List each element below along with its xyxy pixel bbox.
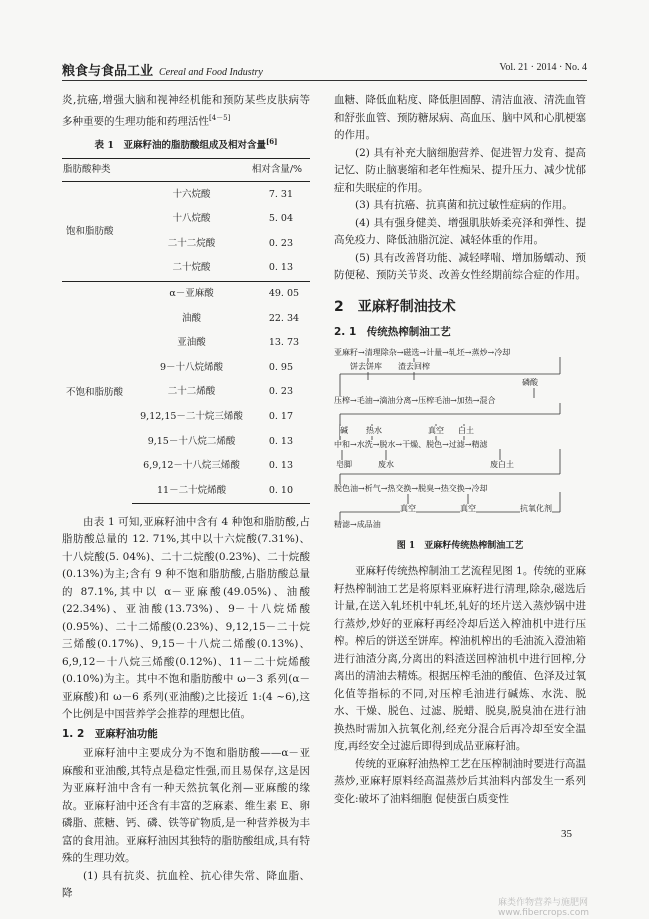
running-header	[62, 58, 587, 81]
table-group-label: 不饱和脂肪酸	[66, 386, 124, 398]
table-cell-value: 0. 23	[268, 237, 294, 249]
flow-line-3: 中和→水洗→脱水→干燥、脱色→过滤→精滤	[334, 439, 488, 449]
table-header-type: 脂肪酸种类	[62, 159, 251, 182]
flow-cake-storage: 饼去饼库	[350, 361, 382, 371]
left-column	[62, 92, 310, 903]
table-row	[62, 182, 310, 207]
table-cell-value: 0. 23	[268, 386, 294, 398]
volume-info: Vol. 21 · 2014 · No. 4	[499, 62, 587, 73]
table-cell-acid: 油酸	[182, 312, 202, 324]
table-header-content: 相对含量/%	[251, 159, 310, 182]
journal-name: 粮食与食品工业 Cereal and Food Industry	[62, 64, 263, 79]
table-cell-acid: 二十二烷酸	[167, 237, 216, 249]
table-cell-value: 0. 13	[251, 256, 310, 281]
process-flow-diagram	[334, 346, 586, 532]
flow-soapstock: 皂脚	[336, 459, 352, 469]
paragraph: 血糖、降低血粘度、降低胆固醇、清洁血液、清洗血管和舒张血管、预防糖尿病、高血压、脑中风和心肌梗塞的作用。	[334, 94, 586, 141]
flow-line-1: 亚麻籽→清理除杂→磁选→计量→轧坯→蒸炒→冷却	[334, 347, 511, 357]
paragraph: (2) 具有补充大脑细胞营养、促进智力发育、提高记忆、防止脑裹缩和老年性痴呆、提升压力、减少忧郁症和失眠症的作用。	[334, 146, 586, 194]
section-heading: 2 亚麻籽制油技术	[334, 298, 456, 315]
paragraph: 炎,抗癌,增强大脑和视神经机能和预防某些皮肤病等多种重要的生理功能和药理活性[4－5]	[62, 94, 310, 127]
flow-waste-water: 废水	[378, 459, 394, 469]
table-cell-acid: 十六烷酸	[172, 188, 211, 200]
flow-hot-water: 热水	[366, 425, 382, 435]
table-cell-value: 0. 13	[268, 460, 294, 472]
table-cell-value: 49. 05	[268, 288, 300, 300]
table-cell-acid: α－亚麻酸	[169, 288, 214, 300]
table-caption: 表 1 亚麻籽油的脂肪酸组成及相对含量[6]	[94, 136, 278, 151]
subsection-heading: 2. 1 传统热榨制油工艺	[334, 326, 451, 338]
table-cell-acid: 9－十八烷烯酸	[160, 361, 224, 373]
page-number: 35	[561, 828, 572, 840]
flow-residue-return: 渣去回榨	[398, 361, 430, 371]
flow-vacuum-3: 真空	[460, 503, 476, 513]
fatty-acid-table	[62, 158, 310, 504]
table-cell-value: 7. 31	[268, 188, 294, 200]
flow-spent-clay: 废白土	[490, 459, 514, 469]
paragraph: (1) 具有抗炎、抗血栓、抗心律失常、降血脂、降	[62, 869, 310, 900]
table-cell-value: 22. 34	[268, 312, 300, 324]
table-cell-acid: 6,9,12－十八烷三烯酸	[143, 460, 240, 472]
table-cell-acid: 9,15－十八烷二烯酸	[147, 435, 236, 447]
table-cell-acid: 二十二烯酸	[167, 386, 216, 398]
flow-vacuum-2: 真空	[400, 503, 416, 513]
table-cell-value: 0. 13	[268, 435, 294, 447]
watermark: 麻类作物营养与施肥网 www.fibercrops.com	[498, 898, 589, 918]
flow-antioxidant: 抗氧化剂	[520, 503, 552, 513]
flow-line-4: 脱色油→析气→热交换→脱臭→热交换→冷却	[334, 483, 488, 493]
table-cell-value: 5. 04	[268, 213, 294, 225]
table-cell-acid: 亚油酸	[177, 337, 206, 349]
table-cell-value: 0. 10	[251, 478, 310, 503]
flow-vacuum: 真空	[428, 425, 444, 435]
flow-phosphoric-acid: 磷酸	[522, 377, 538, 387]
table-cell-acid: 11－二十烷烯酸	[132, 478, 251, 503]
paragraph: (3) 具有抗癌、抗真菌和抗过敏性症病的作用。	[355, 199, 573, 211]
table-cell-acid: 二十烷酸	[132, 256, 251, 281]
right-column	[334, 92, 586, 808]
table-cell-value: 0. 95	[268, 361, 294, 373]
table-group-label: 饱和脂肪酸	[62, 182, 132, 281]
paragraph: 亚麻籽传统热榨制油工艺流程见图 1。传统的亚麻籽热榨制油工艺是将原料亚麻籽进行清理,除杂,磁选后计量,在送入轧坯机中轧坯,轧好的坯片送入蒸炒锅中进行蒸炒,炒好的亚麻籽再经冷却后送入榨油机中进行压榨。榨后的饼送至饼库。榨油机榨出的毛油流入澄油箱进行油渣分离,分离出的料渣送回榨油机中进行回榨,分离出的清油去精炼。根据压榨毛油的酸值、色泽及过氧化值等指标的不同,对压榨毛油进行碱炼、水洗、脱水、干燥、脱色、过滤、脱蜡、脱臭,脱臭油在进行油换热时需加入抗氧化剂,经充分混合后再冷却至安全温度,再经安全过滤后即得到成品亚麻籽油。	[334, 565, 586, 752]
section-heading: 1. 2 亚麻籽油功能	[62, 727, 158, 740]
flow-line-5: 精滤→成品油	[334, 519, 381, 529]
paragraph: 由表 1 可知,亚麻籽油中含有 4 种饱和脂肪酸,占脂肪酸总量的 12. 71%,其中以十六烷酸(7.31%)、十八烷酸(5. 04%)、二十二烷酸(0.23%)、二十烷酸(0.13%)为主;含有 9 种不饱和脂肪酸,占脂肪酸总量的 87.1%,其中以 α－亚麻酸(49.05%)、油酸(22.34%)、亚油酸(13.73%)、9－十八烷烯酸(0.95%)、二十二烯酸(0.23%)、9,12,15－二十烷三烯酸(0.17%)、9,15－十八烷二烯酸(0.13%)、6,9,12－十八烷三烯酸(0.12%)、11－二十烷烯酸(0.10%)为主。其中不饱和脂肪酸中 ω－3 系列(α－亚麻酸)和 ω－6 系列(亚油酸)之比接近 1:(4 ~6),这个比例是中国营养学会推荐的理想比值。	[62, 515, 310, 721]
table-cell-value: 13. 73	[268, 337, 300, 349]
table-cell-acid: 9,12,15－二十烷三烯酸	[140, 411, 243, 423]
flow-line-2: 压榨→毛油→滴油分离→压榨毛油→加热→混合	[334, 395, 496, 405]
paragraph: (5) 具有改善肾功能、减轻哮喘、增加肠蠕动、预防便秘、预防关节炎、改善女性经期前综合症的作用。	[334, 251, 586, 281]
paragraph: (4) 具有强身健美、增强肌肤娇柔亮泽和弹性、提高免疫力、降低油脂沉淀、减轻体重的作用。	[334, 216, 586, 246]
table-cell-value: 0. 17	[268, 411, 294, 423]
flow-alkali: 碱	[340, 425, 348, 435]
paragraph: 亚麻籽油中主要成分为不饱和脂肪酸——α－亚麻酸和亚油酸,其特点是稳定性强,而且易保存,这是因为亚麻籽油中含有一种天然抗氧化剂—亚麻酸的缘故。亚麻籽油中还含有丰富的芝麻素、维生素 E、卵磷脂、蔗糖、钙、磷、铁等矿物质,是一种营养极为丰富的食用油。亚麻籽油因其独特的脂肪酸组成,具有特殊的生理功效。	[62, 747, 310, 865]
paragraph: 传统的亚麻籽油热榨工艺在压榨制油时要进行高温蒸炒,亚麻籽原料经高温蒸炒后其油料内部发生一系列变化:破坏了油料细胞 促使蛋白质变性	[334, 757, 586, 805]
table-cell-acid: 十八烷酸	[172, 213, 211, 225]
flow-clay: 白土	[458, 425, 474, 435]
figure-caption: 图 1 亚麻籽传统热榨制油工艺	[396, 540, 524, 551]
journal-name-en: Cereal and Food Industry	[159, 67, 263, 78]
table-row	[62, 281, 310, 306]
